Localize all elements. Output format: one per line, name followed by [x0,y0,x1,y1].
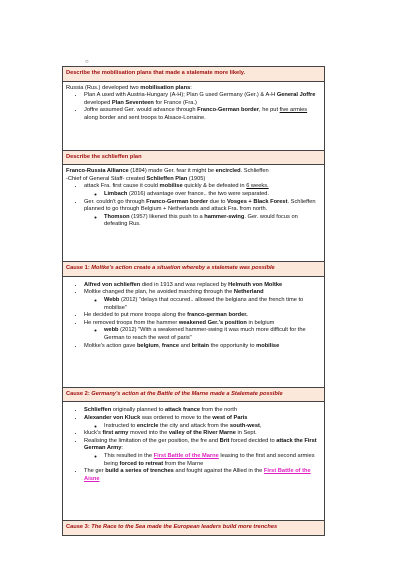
list-item: • Joffre assumed Ger. would advance through Franco-German border, he put five armies along border and sent troops to Alsace-Lorraine. [84,107,321,122]
section-schlieffen-heading-row [63,150,325,165]
bullet-list [66,92,321,122]
sub-list-item: ◦ Webb (2012) "delays that occured.. allowed the belgians and the french time to mobilise" [104,297,321,312]
sub-list [84,453,321,468]
sub-list [84,214,321,229]
bullet-list [66,405,321,483]
list-item: • attack Fra. first cause it could mobilise quickly & be defeated in 6 weeks. ◦ Limbach (2016) advantage over france.. the two were separated. [84,183,321,198]
list-item: • Alfred von schlieffen died in 1913 and was replaced by Helmuth von Moltke [84,282,321,290]
section-cause2-heading-row [63,387,325,402]
sub-list [84,297,321,312]
bullet-list [66,183,321,229]
list-item: • Alexander von Kluck was ordered to move to the west of Paris ◦ Instructed to encircle the city and attack from the south-west, [84,415,321,430]
list-item: • He decided to put more troops along the franco-german border. [84,312,321,320]
section-body [63,402,325,521]
sub-list [84,191,321,199]
sub-list-item: ◦ Instructed to encircle the city and attack from the south-west, [104,423,321,431]
section-body [63,276,325,387]
section-cause1-heading-row [63,262,325,277]
list-item: • Ger. couldn't go through Franco-German border due to Vosges + Black Forest. Schlieffen planned to go through Belgium + Netherlands and attack Fra. from north. ◦ Thomson (1957) likened this push to a hammer-swing. Ger. would focus on defeating Rus. [84,199,321,229]
list-item: • kluck's first army moved into the valley of the River Marne in Sept. [84,430,321,438]
notes-table [62,66,325,536]
sub-list-item: ◦ Thomson (1957) likened this push to a hammer-swing. Ger. would focus on defeating Rus. [104,214,321,229]
section-mobilisation-body-row [63,81,325,150]
paragraph: Russia (Rus.) developed two mobilisation plans: [66,84,192,91]
section-heading: Cause 1: Moltke's action create a situation whereby a stalemate was possible [63,262,325,277]
section-schlieffen-body-row [63,165,325,262]
section-cause3-heading-row [63,521,325,536]
section-mobilisation-heading-row [63,67,325,82]
section-heading: Cause 3: The Race to the Sea made the European leaders build more trenches [63,521,325,536]
bullet-list [66,280,321,350]
section-heading: Cause 2: Germany's action at the Battle of the Marne made a Stalemate possible [63,387,325,402]
list-item: • Realising the limitation of the ger position, the fre and Brit forced decided to attack the First German Army: ◦ This resulted in the First Battle of the Marne leasing to the first and second armies being forced to retreat from the Marne [84,438,321,468]
list-bullet-circle: ○ [85,59,89,65]
paragraph: -Chief of General Staff- created Schlieffen Plan (1905) [66,175,206,182]
sub-list [84,327,321,342]
list-item: • The ger build a series of trenches and fought against the Allied in the First Battle of the Aisne [84,468,321,483]
section-cause1-body-row [63,276,325,387]
list-item: • Schlieffen originally planned to attack france from the north [84,407,321,415]
paragraph: Franco-Russia Alliance (1894) made Ger. fear it might be encircled. Schlieffen [66,168,269,175]
first-battle-of-marne-link[interactable]: First Battle of the Marne [153,452,219,459]
sub-list-item: ◦ This resulted in the First Battle of the Marne leasing to the first and second armies being forced to retreat from the Marne [104,453,321,468]
first-battle-of-aisne-link[interactable]: First Battle of the Aisne [84,468,311,482]
sub-list [84,423,321,431]
list-item: • Plan A used with Austria-Hungary (A-H); Plan G used Germany (Ger.) & A-H General Joffre developed Plan Seventeen for France (Fra.) [84,92,321,107]
list-item: • Moltke's action gave belgium, france and britain the opportunity to mobilise [84,343,321,351]
sub-list-item: ◦ Limbach (2016) advantage over france.. the two were separated. [104,191,321,199]
section-heading: Describe the mobilisation plans that made a stalemate more likely. [63,67,325,82]
list-item: • He removed troops from the hammer weakened Ger.'s position in belgium ◦ webb (2012) "With a weakened hammer-swing it was much more difficult for the German to reach the west of paris" [84,320,321,343]
sub-list-item: ◦ webb (2012) "With a weakened hammer-swing it was much more difficult for the German to reach the west of paris" [104,327,321,342]
section-body [63,165,325,262]
section-heading: Describe the schlieffen plan [63,150,325,165]
list-item: • Moltke changed the plan, he avoided marching through the Netherland ◦ Webb (2012) "delays that occured.. allowed the belgians and the french time to mobilise" [84,289,321,312]
section-cause2-body-row [63,402,325,521]
section-body [63,81,325,150]
